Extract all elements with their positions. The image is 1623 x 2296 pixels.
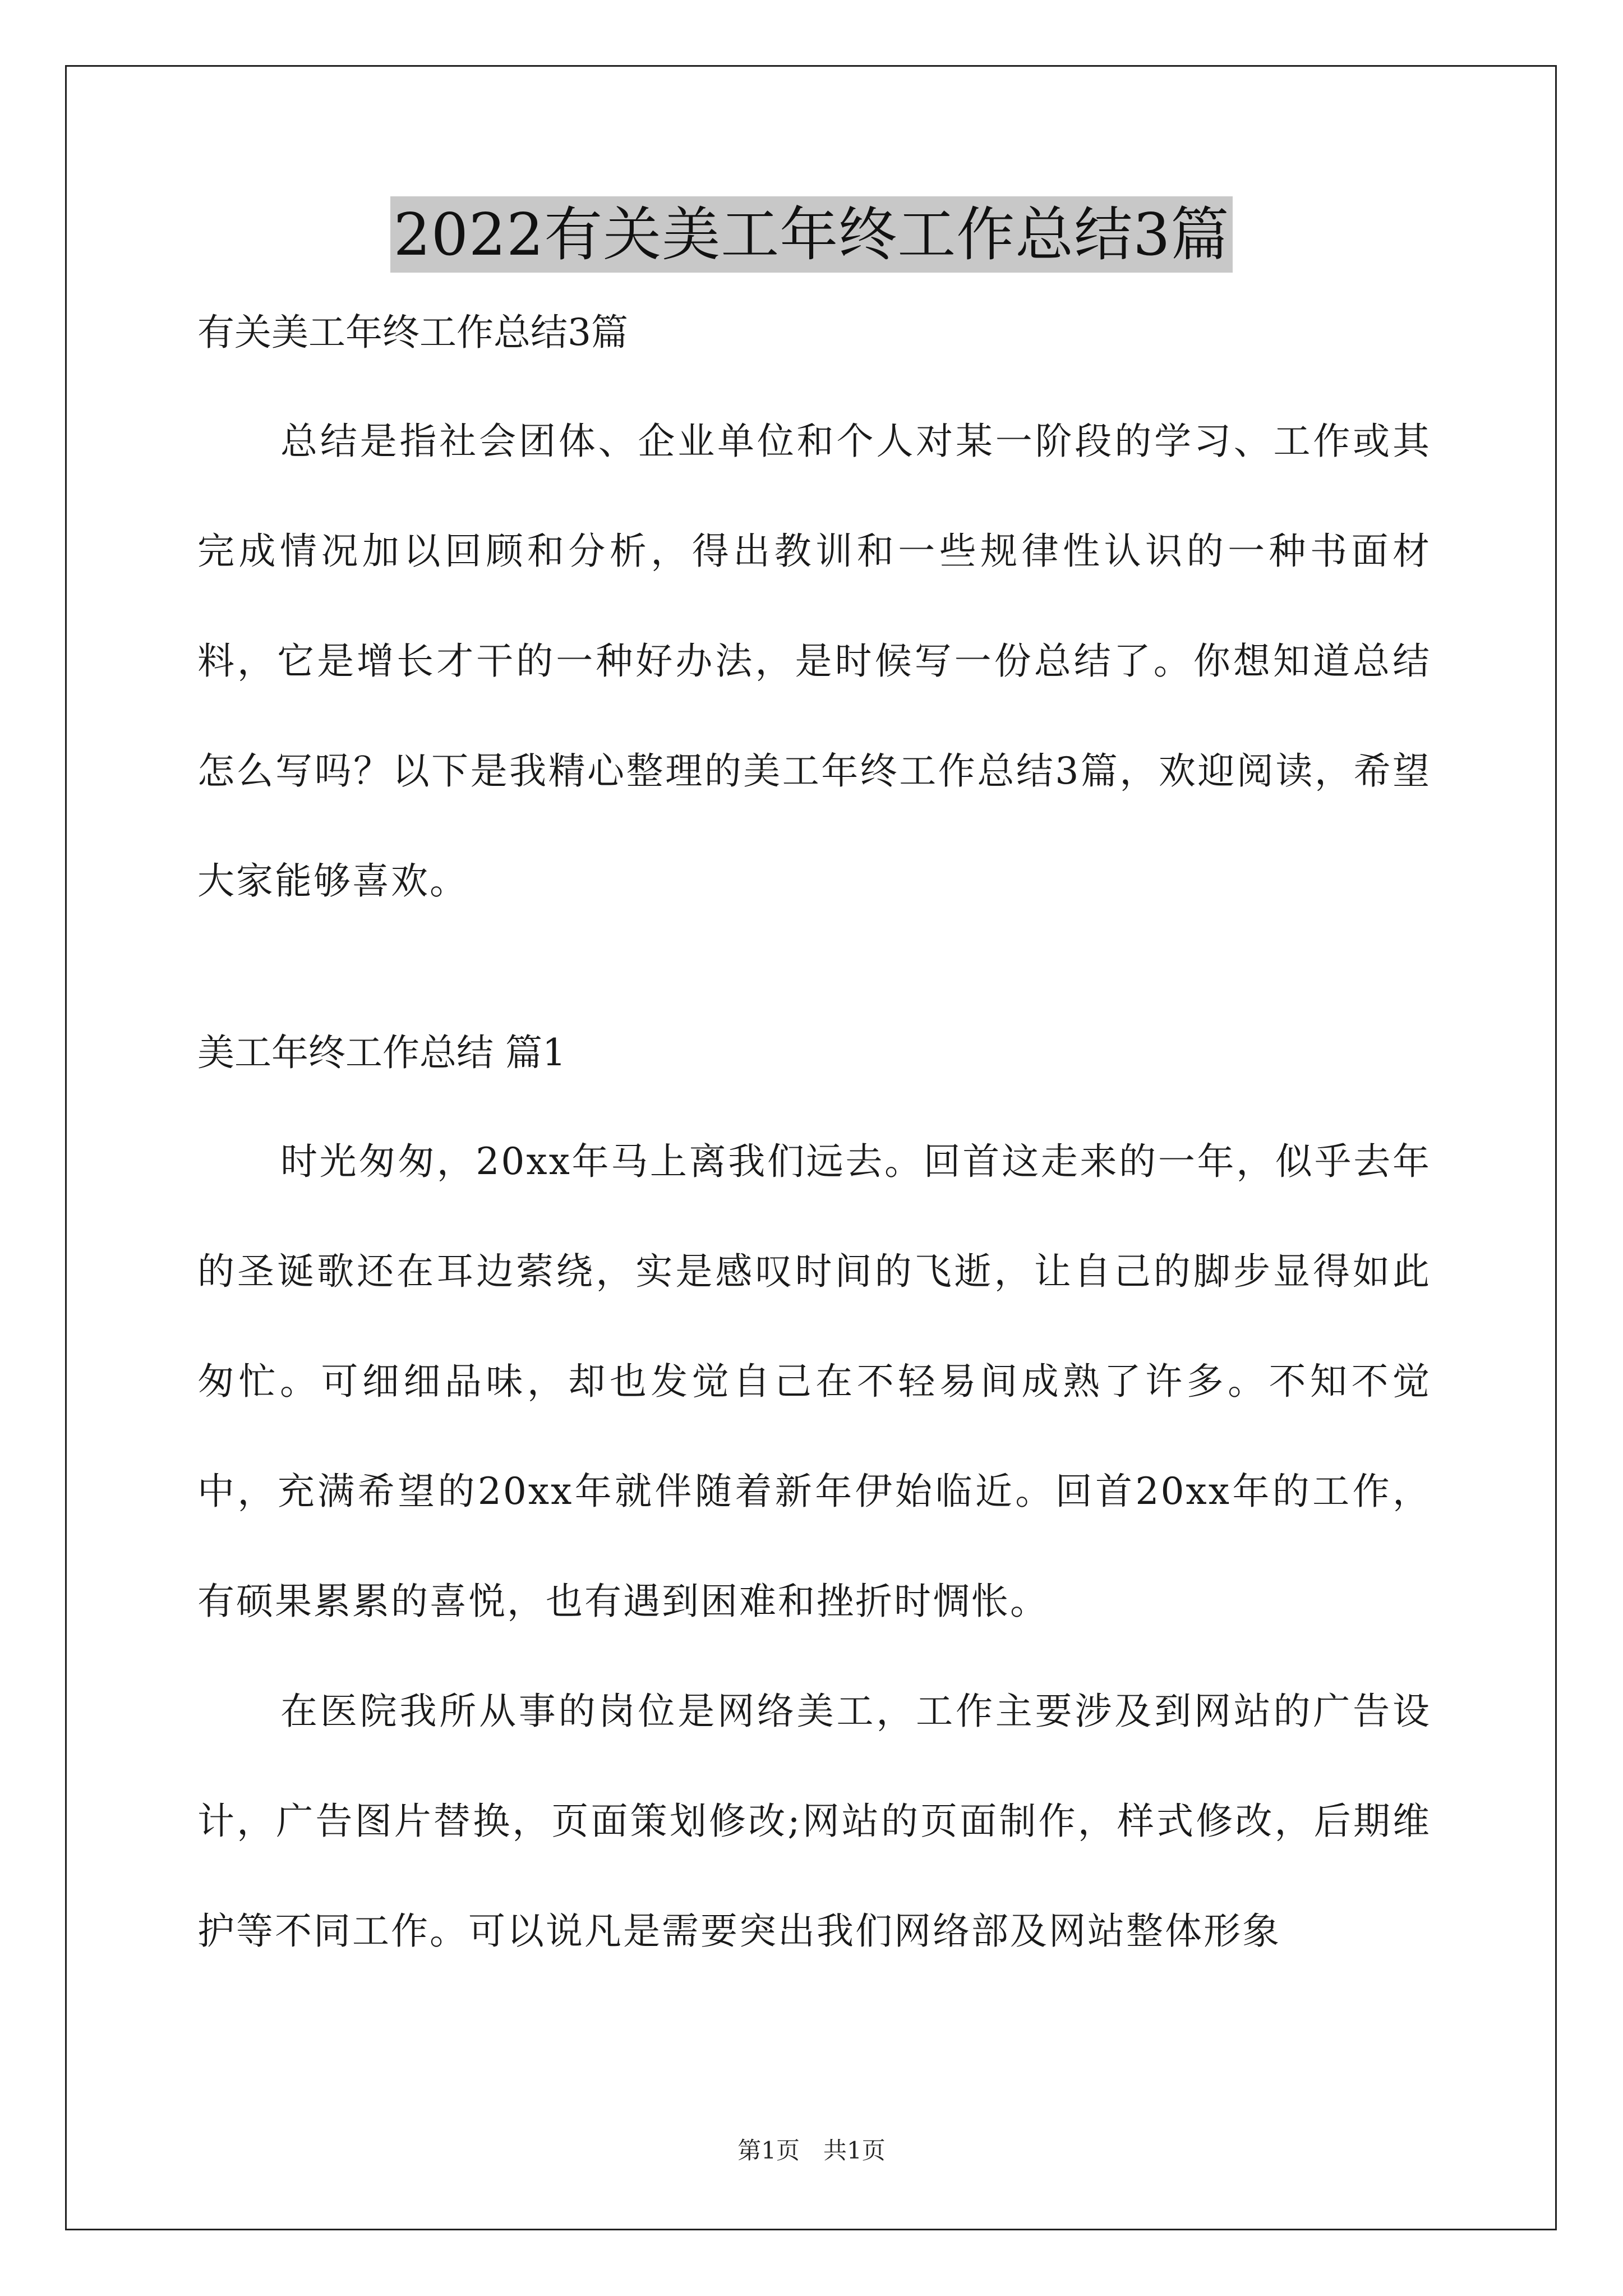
document-subtitle: 有关美工年终工作总结3篇 xyxy=(197,311,628,354)
section-heading-1: 美工年终工作总结 篇1 xyxy=(197,1031,566,1074)
section1-paragraph-1: 时光匆匆，20xx年马上离我们远去。回首这走来的一年，似乎去年的圣诞歌还在耳边萦绕，实是感叹时间的飞逝，让自己的脚步显得如此匆忙。可细细品味，却也发觉自己在不轻易间成熟了许多。不知不觉中，充满希望的20xx年就伴随着新年伊始临近。回首20xx年的工作，有硕果累累的喜悦，也有遇到困难和挫折时惆怅。 xyxy=(197,1140,1431,1623)
document-body xyxy=(197,306,1431,1986)
document-title: 2022有关美工年终工作总结3篇 xyxy=(390,196,1233,273)
title-wrapper xyxy=(0,196,1623,273)
intro-paragraph: 总结是指社会团体、企业单位和个人对某一阶段的学习、工作或其完成情况加以回顾和分析，得出教训和一些规律性认识的一种书面材料，它是增长才干的一种好办法，是时候写一份总结了。你想知道总结怎么写吗？以下是我精心整理的美工年终工作总结3篇，欢迎阅读，希望大家能够喜欢。 xyxy=(197,420,1431,903)
page-footer: 第1页 共1页 xyxy=(737,2137,886,2164)
section1-paragraph-2: 在医院我所从事的岗位是网络美工，工作主要涉及到网站的广告设计，广告图片替换，页面策划修改;网站的页面制作，样式修改，后期维护等不同工作。可以说凡是需要突出我们网络部及网站整体形象 xyxy=(197,1690,1431,1953)
